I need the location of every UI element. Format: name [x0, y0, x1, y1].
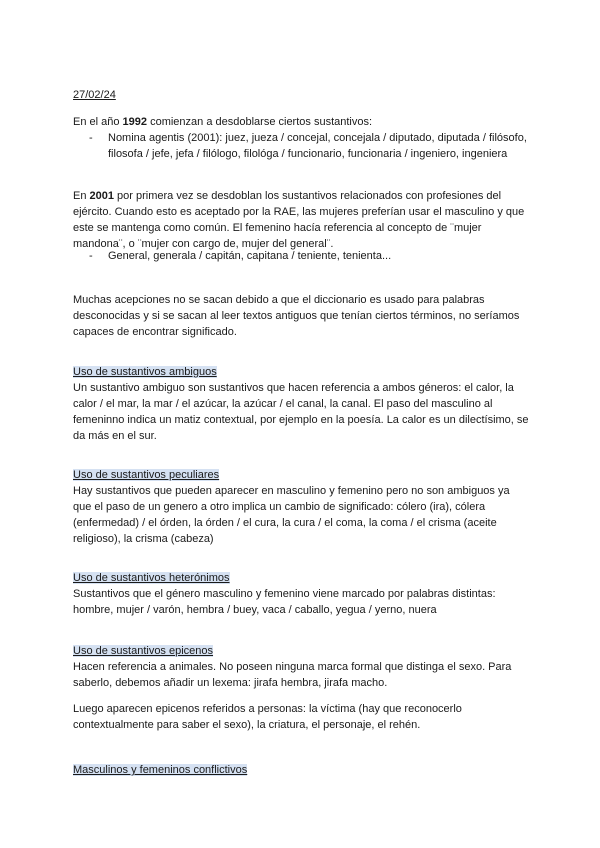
ambiguos-heading-text: Uso de sustantivos ambiguos	[73, 366, 217, 378]
intro-2001	[73, 188, 529, 252]
intro-2001-prefix: En	[73, 190, 90, 202]
year-2001: 2001	[89, 190, 114, 202]
peculiares-heading-text: Uso de sustantivos peculiares	[73, 469, 220, 481]
intro-1992-suffix: comienzan a desdoblarse ciertos sustantivos:	[147, 116, 373, 128]
section-epicenos-heading	[73, 643, 529, 659]
bullet-dash: -	[89, 132, 93, 144]
ejercito-bullet: General, generala / capitán, capitana / teniente, tenienta...	[108, 250, 392, 262]
conflictivos-heading-text: Masculinos y femeninos conflictivos	[73, 764, 248, 776]
bullet-dash: -	[89, 250, 93, 262]
section-peculiares-body: Hay sustantivos que pueden aparecer en masculino y femenino pero no son ambiguos ya que el paso de un genero a otro implica un cambio de significado: cólero (ira), cólera (enfermedad) / el órden, la órden / el cura, la cura / el coma, la coma / el crisma (aceite religioso), la crisma (cabeza)	[73, 485, 510, 545]
acepciones-paragraph: Muchas acepciones no se sacan debido a que el diccionario es usado para palabras desconocidas y si se sacan al leer textos antiguos que tenían ciertos términos, no seríamos capaces de encontrar significado.	[73, 294, 520, 338]
heteronimos-heading-text: Uso de sustantivos heterónimos	[73, 572, 230, 584]
intro-2001-suffix: por primera vez se desdoblan los sustantivos relacionados con profesiones del ejército. Cuando esto es aceptado por la RAE, las mujeres preferían usar el masculino y que este se mantenga como común. El femenino hacía referencia al concepto de ¨mujer mandona¨, o ¨mujer con cargo de, mujer del general¨.	[73, 190, 525, 250]
nomina-agentis-bullet: Nomina agentis (2001): juez, jueza / concejal, concejala / diputado, diputada / filósofo, filosofa / jefe, jefa / filólogo, filológa / funcionario, funcionaria / ingeniero, ingeniera	[108, 132, 527, 160]
section-conflictivos-heading	[73, 762, 529, 778]
section-heteronimos-body: Sustantivos que el género masculino y femenino viene marcado por palabras distintas: hombre, mujer / varón, hembra / buey, vaca / caballo, yegua / yerno, nuera	[73, 588, 496, 616]
epicenos-heading-text: Uso de sustantivos epicenos	[73, 645, 214, 657]
date: 27/02/24	[73, 89, 116, 101]
intro-1992	[73, 114, 529, 130]
intro-1992-prefix: En el año	[73, 116, 123, 128]
section-peculiares-heading	[73, 467, 529, 483]
section-heteronimos-heading	[73, 570, 529, 586]
section-epicenos-body-2: Luego aparecen epicenos referidos a personas: la víctima (hay que reconocerlo contextualmente para saber el sexo), la criatura, el personaje, el rehén.	[73, 703, 462, 731]
year-1992: 1992	[122, 116, 148, 128]
section-epicenos-body-1: Hacen referencia a animales. No poseen ninguna marca formal que distinga el sexo. Para saberlo, debemos añadir un lexema: jirafa hembra, jirafa macho.	[73, 661, 512, 689]
section-ambiguos-heading	[73, 364, 529, 380]
section-ambiguos-body: Un sustantivo ambiguo son sustantivos que hacen referencia a ambos géneros: el calor, la calor / el mar, la mar / el azúcar, la azúcar / el canal, la canal. El paso del masculino al femeninno indica un matiz contextual, por ejemplo en la poesía. La calor es un dilectísimo, se da más en el sur.	[73, 382, 529, 442]
